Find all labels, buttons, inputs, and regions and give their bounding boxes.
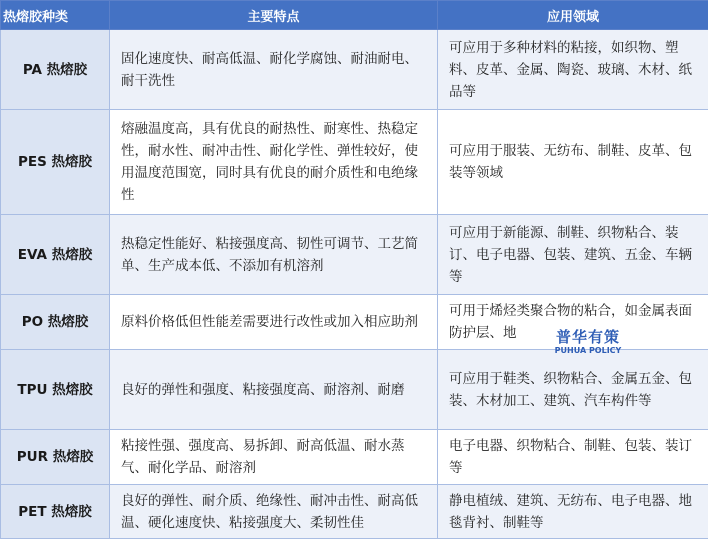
features-cell: 粘接性强、强度高、易拆卸、耐高低温、耐水蒸气、耐化学品、耐溶剂 (110, 430, 438, 485)
features-cell: 熔融温度高，具有优良的耐热性、耐寒性、热稳定性，耐水性、耐冲击性、耐化学性、弹性较好，使用温度范围宽，同时具有优良的耐介质性和电绝缘性 (110, 110, 438, 215)
header-row (1, 1, 708, 30)
table-row (1, 215, 708, 295)
table-row (1, 485, 708, 539)
applications-cell: 可用于烯烃类聚合物的粘合，如金属表面防护层、地 (438, 295, 708, 350)
table-row (1, 350, 708, 430)
adhesive-type: PET 热熔胶 (1, 485, 110, 539)
header-features: 主要特点 (110, 1, 438, 30)
header-applications: 应用领域 (438, 1, 708, 30)
applications-cell: 可应用于服装、无纺布、制鞋、皮革、包装等领域 (438, 110, 708, 215)
watermark-text: 普华有策 (555, 328, 620, 346)
adhesive-type: TPU 热熔胶 (1, 350, 110, 430)
adhesive-type: PO 热熔胶 (1, 295, 110, 350)
applications-cell: 电子电器、织物粘合、制鞋、包装、装订等 (438, 430, 708, 485)
features-cell: 固化速度快、耐高低温、耐化学腐蚀、耐油耐电、耐干洗性 (110, 30, 438, 110)
table-row (1, 30, 708, 110)
applications-cell: 可应用于新能源、制鞋、织物粘合、装订、电子电器、包装、建筑、五金、车辆等 (438, 215, 708, 295)
adhesive-type: PUR 热熔胶 (1, 430, 110, 485)
applications-cell: 可应用于多种材料的粘接，如织物、塑料、皮革、金属、陶瓷、玻璃、木材、纸品等 (438, 30, 708, 110)
table-row (1, 110, 708, 215)
table-row (1, 430, 708, 485)
applications-cell: 可应用于鞋类、织物粘合、金属五金、包装、木材加工、建筑、汽车构件等 (438, 350, 708, 430)
applications-cell: 静电植绒、建筑、无纺布、电子电器、地毯背衬、制鞋等 (438, 485, 708, 539)
features-cell: 良好的弹性、耐介质、绝缘性、耐冲击性、耐高低温、硬化速度快、粘接强度大、柔韧性佳 (110, 485, 438, 539)
adhesive-type: PA 热熔胶 (1, 30, 110, 110)
header-type: 热熔胶种类 (1, 1, 110, 30)
adhesive-type: EVA 热熔胶 (1, 215, 110, 295)
adhesive-type: PES 热熔胶 (1, 110, 110, 215)
table-row (1, 295, 708, 350)
features-cell: 良好的弹性和强度、粘接强度高、耐溶剂、耐磨 (110, 350, 438, 430)
watermark-subtext: PUHUA POLICY (554, 346, 622, 355)
features-cell: 热稳定性能好、粘接强度高、韧性可调节、工艺简单、生产成本低、不添加有机溶剂 (110, 215, 438, 295)
features-cell: 原料价格低但性能差需要进行改性或加入相应助剂 (110, 295, 438, 350)
